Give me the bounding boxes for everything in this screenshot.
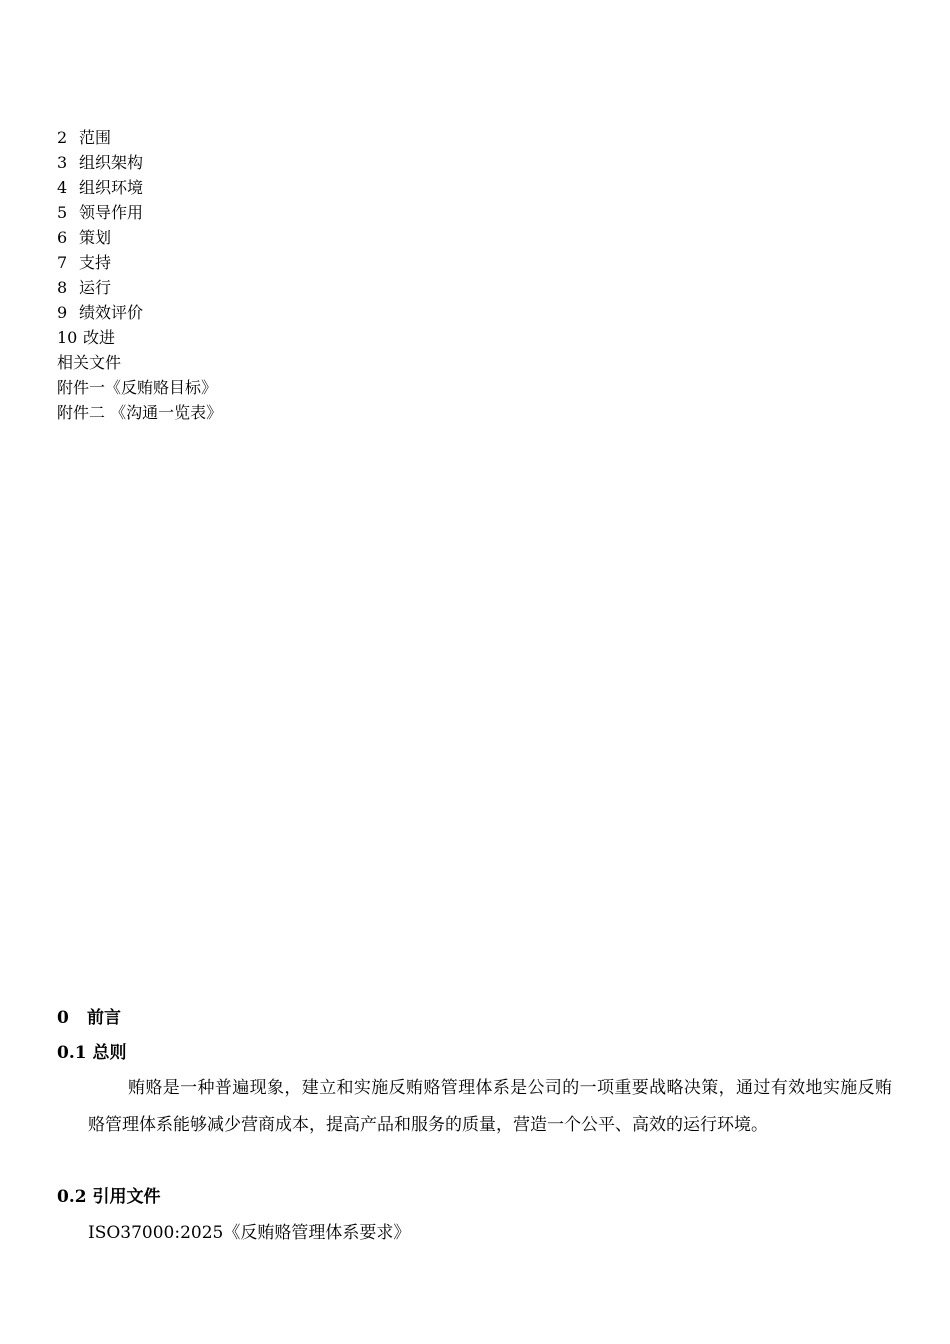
reference-document: ISO37000:2025《反贿赂管理体系要求》	[88, 1223, 411, 1243]
toc-item-operation[interactable]	[57, 275, 457, 300]
toc-item-number: 3	[57, 153, 68, 172]
toc-item-performance-evaluation[interactable]	[57, 300, 457, 325]
toc-item-planning[interactable]	[57, 225, 457, 250]
toc-item-number: 2	[57, 128, 68, 147]
toc-item-number: 4	[57, 178, 68, 197]
toc-item-number: 7	[57, 253, 68, 272]
toc-item-improvement[interactable]	[57, 325, 457, 350]
toc-item-label: 支持	[79, 253, 112, 272]
toc-item-number: 9	[57, 303, 68, 322]
toc-item-organization-structure[interactable]	[57, 150, 457, 175]
section-heading-references	[57, 1183, 893, 1211]
toc-item-related-documents[interactable]: 相关文件	[57, 353, 122, 372]
toc-item-attachment-one[interactable]: 附件一《反贿赂目标》	[57, 378, 218, 397]
toc-item-label: 组织架构	[79, 153, 144, 172]
table-of-contents	[57, 125, 457, 425]
section-number: 0.1	[57, 1043, 87, 1063]
section-title: 前言	[87, 1008, 121, 1028]
toc-item-label: 改进	[83, 328, 116, 347]
toc-item-scope[interactable]	[57, 125, 457, 150]
toc-item-label: 组织环境	[79, 178, 144, 197]
toc-item-number: 6	[57, 228, 68, 247]
section-title: 引用文件	[92, 1187, 161, 1207]
toc-item-label: 运行	[79, 278, 112, 297]
toc-item-label: 绩效评价	[79, 303, 144, 322]
toc-item-label: 范围	[79, 128, 112, 147]
toc-item-number: 8	[57, 278, 68, 297]
toc-item-number: 5	[57, 203, 68, 222]
section-title: 总则	[92, 1043, 127, 1063]
section-heading-preface	[57, 1004, 893, 1032]
toc-item-attachment-two[interactable]: 附件二 《沟通一览表》	[57, 403, 223, 422]
toc-item-leadership[interactable]	[57, 200, 457, 225]
toc-item-support[interactable]	[57, 250, 457, 275]
toc-item-label: 策划	[79, 228, 112, 247]
general-paragraph: 贿赂是一种普遍现象，建立和实施反贿赂管理体系是公司的一项重要战略决策，通过有效地实施反贿赂管理体系能够减少营商成本，提高产品和服务的质量，营造一个公平、高效的运行环境。	[88, 1078, 892, 1135]
section-heading-general	[57, 1039, 893, 1067]
toc-item-number: 10	[57, 328, 78, 347]
toc-item-label: 领导作用	[79, 203, 144, 222]
section-number: 0	[57, 1008, 69, 1028]
section-number: 0.2	[57, 1187, 87, 1207]
toc-item-organization-context[interactable]	[57, 175, 457, 200]
